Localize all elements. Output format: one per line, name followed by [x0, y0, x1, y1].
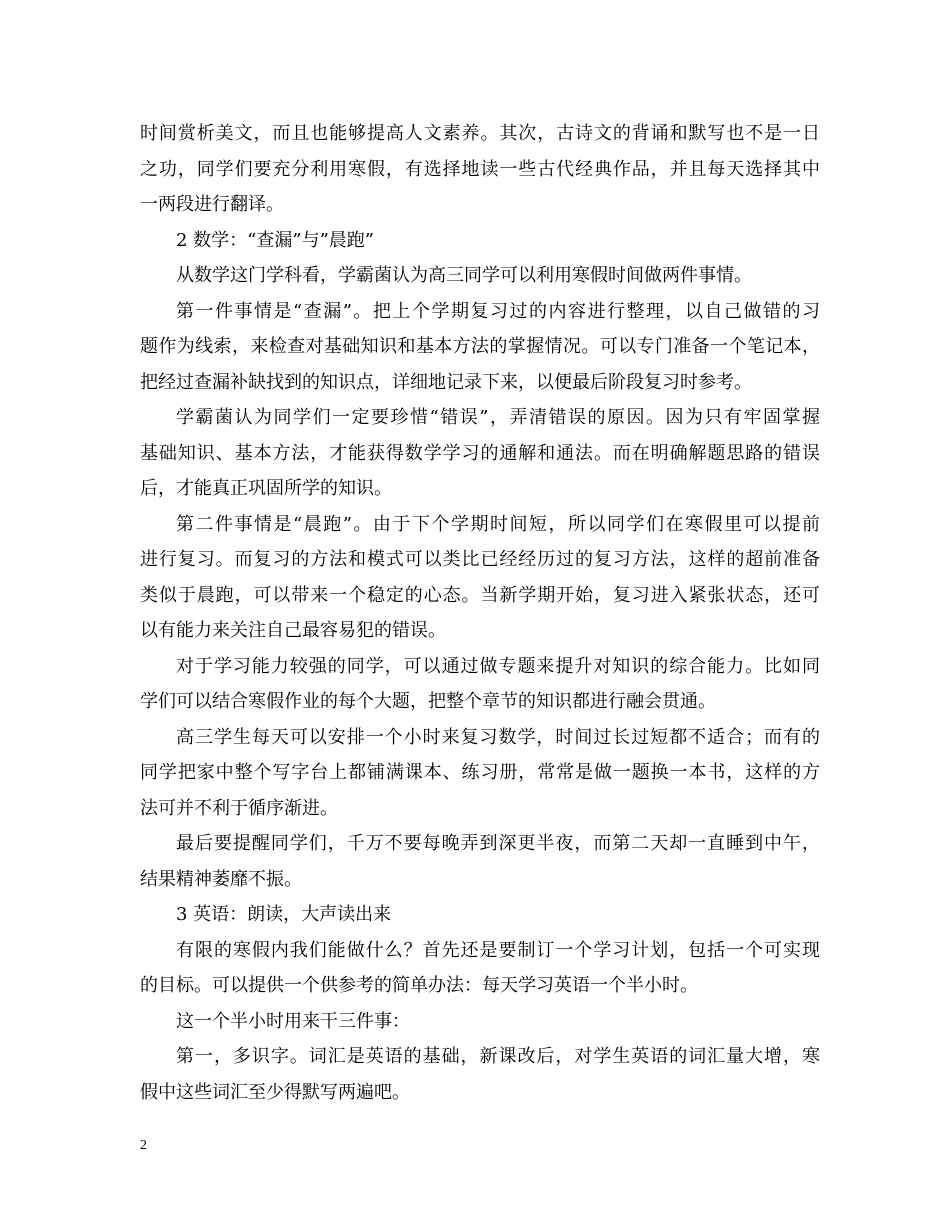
- text-line: 这一个半小时用来干三件事：: [176, 1010, 410, 1032]
- text-line: 之功，同学们要充分利用寒假，有选择地读一些古代经典作品，并且每天选择其中: [140, 158, 820, 180]
- document-body: [140, 116, 820, 1110]
- text-line: 一两段进行翻译。: [140, 194, 284, 215]
- text-line: 进行复习。而复习的方法和模式可以类比已经经历过的复习方法，这样的超前准备: [140, 549, 820, 570]
- text-line: 时间赏析美文，而且也能够提高人文素养。其次，古诗文的背诵和默写也不是一日: [140, 123, 820, 144]
- text-line: 最后要提醒同学们，千万不要每晚弄到深更半夜，而第二天却一直睡到中午，: [176, 833, 820, 854]
- text-line: 高三学生每天可以安排一个小时来复习数学，时间过长过短都不适合；而有的: [176, 726, 820, 748]
- text-line: 的目标。可以提供一个供参考的简单办法：每天学习英语一个半小时。: [140, 975, 698, 996]
- text-line: 题作为线索，来检查对基础知识和基本方法的掌握情况。可以专门准备一个笔记本，: [140, 336, 820, 357]
- text-line: 第二件事情是“晨跑”。由于下个学期时间短，所以同学们在寒假里可以提前: [176, 513, 820, 535]
- text-line: 对于学习能力较强的同学，可以通过做专题来提升对知识的综合能力。比如同: [176, 655, 820, 677]
- text-line: 假中这些词汇至少得默写两遍吧。: [140, 1081, 410, 1103]
- text-line: 同学把家中整个写字台上都铺满课本、练习册，常常是做一题换一本书，这样的方: [140, 762, 820, 783]
- section-heading-math: 2 数学：“查漏”与”晨跑”: [176, 229, 374, 251]
- section-heading-english: 3 英语：朗读，大声读出来: [176, 904, 392, 925]
- text-line: 结果精神萎靡不振。: [140, 868, 302, 890]
- text-line: 以有能力来关注自己最容易犯的错误。: [140, 620, 446, 641]
- text-line: 学们可以结合寒假作业的每个大题，把整个章节的知识都进行融会贯通。: [140, 691, 716, 712]
- page-number: 2: [140, 1138, 147, 1153]
- text-line: 法可并不利于循序渐进。: [140, 797, 338, 819]
- text-line: 把经过查漏补缺找到的知识点，详细地记录下来，以便最后阶段复习时参考。: [140, 371, 752, 393]
- text-line: 第一，多识字。词汇是英语的基础，新课改后，对学生英语的词汇量大增，寒: [176, 1046, 820, 1067]
- text-line: 第一件事情是“查漏”。把上个学期复习过的内容进行整理，以自己做错的习: [176, 300, 820, 322]
- text-line: 基础知识、基本方法，才能获得数学学习的通解和通法。而在明确解题思路的错误: [140, 442, 820, 464]
- text-line: 有限的寒假内我们能做什么？首先还是要制订一个学习计划，包括一个可实现: [176, 939, 820, 961]
- text-line: 类似于晨跑，可以带来一个稳定的心态。当新学期开始，复习进入紧张状态，还可: [140, 584, 820, 606]
- text-line: 从数学这门学科看，学霸菌认为高三同学可以利用寒假时间做两件事情。: [176, 265, 752, 286]
- text-line: 后，才能真正巩固所学的知识。: [140, 478, 392, 499]
- text-line: 学霸菌认为同学们一定要珍惜“错误”，弄清错误的原因。因为只有牢固掌握: [176, 407, 820, 428]
